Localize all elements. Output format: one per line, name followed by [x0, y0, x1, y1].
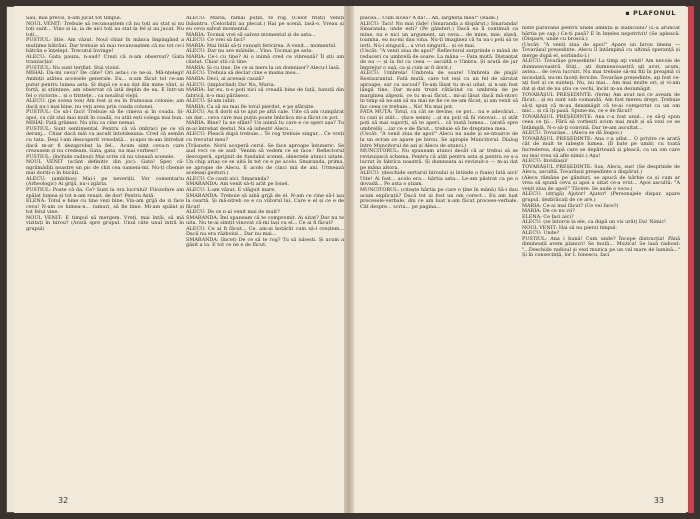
- paragraph: MUNCITORUL: (citește hârtia pe care o ține în mână) Să-i dau acum explicații? Dacă tot ai fost un om corect... Eu am luat procesele-verbale, din ce am luat n-am făcut procese-verbale. Cât despre... scriu... pe pagina...: [360, 186, 518, 210]
- paragraph: MARIA: Ca să nu mai fie totul pierdut, e pe sfârșite.: [186, 103, 315, 110]
- paragraph: PUSTIUL: Ce să-i faci! Trebuie să fie cineva și în coada. Și-apoi, cu cât stai mai mult în coadă, cu atât ești colega mai bun.: [26, 109, 184, 121]
- paragraph: PUSTIUL: Nu sunt terifiat. Stai vioiul.: [26, 64, 121, 71]
- paragraph: NOUL VENIT (scânt definitiv din joc): Gata! Spec că-ngrămădiți noastre un pic de chit cea oameni-mi. Nu-ți chemie mai doriți-o în bucăți.: [26, 159, 184, 177]
- right-page-column-2: [522, 26, 680, 486]
- paragraph: NOUL VENIT: Trebuie să recunoaștem că nu toți au stat și nu toți sunt... Vino și ia, ia de aici toți au stat la fel și au jucat. Nu toți...: [26, 20, 184, 38]
- paragraph: TOVARĂȘUL PREȘEDINTE: Ana c-a fost unul... ce să-ţi spun ceea ce ţii... Fără să vorbești acum mai mult și să vezi ce se întâmplă. N-o să-ţi convină. Dar te-am ascultat...: [522, 113, 680, 131]
- paragraph: ALECU: (pe scena ton) Am fost și eu în frumoasa colonie; am dacă nu-i mai bine, nu veți avea prin coada colonei.: [26, 98, 184, 110]
- paragraph: MIHAI: Fată grămez. Nu știu ca cine nemai.: [26, 120, 136, 127]
- paragraph: ALECU: Invidiașii!: [522, 158, 568, 165]
- paragraph: SMARANDA: Am venit să-ți arăt pe Ionel.: [186, 181, 290, 188]
- paragraph: MARIA: Iar eu, n-o poți nici să creadă bine de față, batută din fabrică, n-o mai părăsesc.: [186, 87, 344, 99]
- paragraph: (Uscăt: "A venit ziua de apoi!" Alecu nu aude și se-ntoarce de la un ecran ce apare pe birou. Se apropie Muncitorul. Dialog între Muncitorul de azi și Alecu de atunci.): [360, 131, 518, 149]
- page-number-left: 32: [58, 496, 69, 505]
- paragraph: ALECU: Unde?: [522, 230, 560, 237]
- paragraph: ELENA: Ce faci aici?: [522, 213, 574, 220]
- paragraph: MARIA: Tocmai vrei să salvez momentul și de asta...: [186, 31, 316, 38]
- paragraph: (Alecu rămâne pe gânduri, se apucă de bărbie ca și cum ar vrea să spună ceva și apoi a uitat ce-a vrut... Apoi ascultă: "A venit ziua de apoi!" Tăcere. Se aude o voce.): [522, 174, 680, 192]
- paragraph: PUSTIUL: Sunt sentimental. Pentru că vă imbraci pe ce vă deranj... Chiar dacă mâi va ascult întotdeauna. Cred că semăn cu tata. Deși l-am descoperit vreodată... și-apoi m-am întrebat dacă m-ar fi dezaprobat la fel... Acum simt ceva-n care crezusem și nu credeam. Gata, gata, nu mai vorbesc!: [26, 125, 184, 155]
- page-number-right: 33: [653, 496, 664, 505]
- left-page-column-2: [186, 16, 344, 486]
- paragraph: (Uscăt: "A venit ziua de apoi!" Reflectorul surprinde o mână de reduceri cu umbrelă de soare. La mâna — Fata mută. Distanțat de ea — și la fel ca ceea — ascultă o Umbra. Și arată de jur împrejur o ușă, ca și cum ar fi dorit.): [360, 48, 518, 71]
- paragraph: ALECU: (deschide sertarul biroului și întinde o foaie) Iată aici! Uite! Ai fost... acolo era... hârtia asta... Le-am păstrat ca pe o dovadă... Pe asta o știam.: [360, 170, 518, 188]
- paragraph: ALECU: Aș fi dorit să te ajut pe altă cale. Uite că am cumpărat un dar... ceva care mai puțin poate îmbrăca mi-a făcut ce pot.: [186, 109, 344, 121]
- paragraph: SMARANDA: (încet) De ce să te rog? Tu să iubești. Și acum a găsit a ta. E tot ce ne e de făcut.: [186, 236, 344, 249]
- paragraph: ALECU: Ce vrei să faci?: [186, 37, 246, 44]
- section-header-plafonul: ▪ PLAFONUL: [625, 9, 676, 17]
- paragraph: MARIA: Mai întâi să-ți cunoști fericirea. A venit... momentul.: [186, 42, 337, 49]
- paragraph: (Uscăt: "A venit ziua de apoi!" Apare un birou imens — Tovarășul președinte. Alecu îl întâmpină cu ultimă speranță și merge după el, sorbindu-i.): [522, 41, 680, 59]
- paragraph: TOVARĂȘUL PREȘEDINTE: Ana c-a aflat... O privire ce arată cât de mult te iubeşte lumea. (Îl bate pe umăr, cu toată încrederea, după care se depărtează și pleacă, ca un om care nu mai vrea să afle nimic.) Așa!: [522, 135, 680, 159]
- paragraph: PUSTIUL: Poate că da. Ce? Sunt la ora lucrului! Filozofare am spălat lumea și tot n-am reușit, de dor! Pentru Astă.: [26, 186, 184, 199]
- right-page: [354, 6, 686, 513]
- paragraph: NOUL VENIT: E timpul să mergem. Vreți, mai întâi, să mă vizitați în birou? (Arată spre grupul. Unul câte unul intră în grupul): [26, 214, 184, 232]
- paragraph: ALECU: (implorând) Da! Nu, Maria.: [186, 81, 276, 88]
- paragraph: plăcea... Cum zicea? A da!... Ah, largheța mea!" (Râde.): [360, 16, 499, 21]
- paragraph: ALECU: Maria, rămâi puțin, te rog. (Celor triști) Veniți înăuntru. (Celorlalți au plecat.) Hai pe scenă, lasă-o. Vreau și eu ceva salvat momentul.: [186, 16, 344, 33]
- paragraph: PUSTIUL: (închide radioul) Mai scrie că nu visează scenele.: [26, 153, 175, 160]
- paragraph: MARIA: De ce nu vii?: [522, 208, 575, 215]
- paragraph: ALECU: Tovarășe președinte! La timp aţi venit! Am nevoie de dumneavoastră. Știţi... ați dumneavoastră ați avut, acum, astea... de ceva lucruri. Nu mai trebuie să-mi fiți în preajmă ci niciodată, nu-mi faceți fericite. Tovarășe președinte, aţi fost ce-aţi fost și ce sunteţi. Nu, nu mai... Am mai multe ori, și vi-am dat și dat de nu ştiu ce vechi, încât m-au dezamăgit.: [522, 58, 680, 93]
- paragraph: MARIA: Bine? Ia ne sfânt? Un inimă tu care e ce speri așa? Tu m-ai întrebat destul. Nu să iubești! Alecu...: [186, 120, 344, 132]
- paragraph: ALECU: Gata pauza, n-aud? Crezi că n-am observat? Gata tranzacția!: [26, 53, 184, 66]
- paragraph: SMARANDA: Îmi spuneam că te compromit. Ai uitat? Dar nu te uita. Nu te-ai simțit vinovat că-mi lași cu el... Ce ai fi făcut?: [186, 214, 344, 227]
- paragraph: TOVARĂȘUL PREȘEDINTE: Sus, Alecu, sus! (Se desprinde de Alecu, ascultă. Tovarășul președinte a dispărut.): [522, 163, 680, 176]
- paragraph: niste paravane pentru unele ambiții și slăbiciuni? (L-a aruncat hârtia pe cap.) Ce-ți pasă? E în înțeles nepotrivit! (Se apleacă. (Dispare, unde cu broscă.): [522, 26, 680, 43]
- paragraph: ALECU: Trebuia să declar cine e mama mea...: [186, 70, 301, 77]
- paragraph: ALECU: (se întorce la ele, ca după un vis urât) Da! Nimic!: [522, 219, 667, 226]
- book-edge-stripe: [688, 6, 694, 513]
- paragraph: ALECU: Umbrela! Umbrela de soare! Umbrela de plajă! Restaurantul. Fată mută, care tot ieși cu un fel de sărutat aproape, sar cu sacoul? Te-am lăsat tu m-ai uitat, și n-am fost lângă tine. Dar m-am trezit rătăcind cu umbrela de pe marginea zăpezii, ce tu m-ai făcut... mi-ai lăsat dacă mă-ntorc în timp să ne-am să nu mai ne fie ce ne-am făcut, și am venit să fac ceea ce trebuie... Nu! Nu mai pot.: [360, 70, 518, 110]
- paragraph: ELENA: Totul e bine cu tine vezi bine. Vin-am grijă de zi face ceva! N-am ce lumea-n... ramuri, să fie bine. Mi-am spălat și tot felul vine.: [26, 198, 184, 216]
- paragraph: ALECU: De ce n-ai venit mai de mult?: [186, 209, 280, 216]
- paragraph: PUSTIUL: Știe. Am văzut. Noul chiar în mânca împingând a mulțime bătrâni. Dar trebuie să mai recunoaștem că nu tot ce-i bătrân e înțelept. Trecutul învinge!: [26, 37, 184, 55]
- left-page: [14, 6, 346, 513]
- paragraph: MIHAI: Da-mi ceva? De câte? Ori asta-i ce ne-ai. Mă-nțelegi! Ambiții atâtea accesele generale. Eu... n-am făcut tot ce-am putut pentru lumea asta. Și după ce s-au dat din mine vânt, și forță, și științeze, am observat că iată deplin de ea. E într-un fel o victorie... și o tristețe... ca nouătul viejii.: [26, 70, 184, 99]
- paragraph: MARIA: Ce-ai mai făcut? (Ce vei face?): [522, 202, 619, 209]
- paragraph: ALECU: Pleacă după trebuie... Te rog trebuie singur... Ce vreți cu trecutul meu?: [186, 131, 344, 144]
- paragraph: MARIA: Ce-i cu tine? Ai o inimă cred ce vibrează? Îl știi am căutat. Chiar știi că tine.: [186, 53, 344, 66]
- paragraph: MARIA: Deci, ai aceeași cauză?: [186, 76, 265, 83]
- paragraph: MUNCITORUL: Nu spuneam atunci decât că ar trebui să se revizuiască schema. Pentru că atât pentru asta și pentru ce s-a lucrat în fabrica noastră. Și dumneata ai revizuit-o — m-ai dat pe mâna altora.: [360, 148, 518, 171]
- paragraph: ALECU: Și-am iubit.: [186, 98, 236, 105]
- paragraph: ALECU: (ambițios) Mai-i pe neveriții. Vor comentariu (Arheologic) Ai grijă, nu-i zgâria.: [26, 175, 184, 188]
- paragraph: SMARANDA: Trebuie să aibă grijă de el. N-am ce cine să-l iau la ceartă. Și mă-ntreb ce e cu viitorul lui. Care e el și ce e de făcut!: [186, 192, 344, 210]
- right-page-column-1: [360, 16, 518, 486]
- paragraph: ALECU: Ce ai fi făcut... Ce, am-ai hotărât cum să-l creștem... Dacă nu era războiul... Dar nu mai...: [186, 225, 344, 238]
- magazine-spread: [6, 6, 694, 513]
- paragraph: Sau, mai precis, n-am jucat tot timpul.: [26, 16, 122, 21]
- paragraph: ALECU: Taci! Nu mai râde! (Smaranda a dispărut.) Smaranda! Smaranda, unde ești? (Pe gânduri.) Dacă ea îl continuă ca mine, nu e nici un argument, un ceva... de mine, mie, slavă, toamna, eu nu-mi dau vina. Nu-ți imaginez că tu nu-i poți să te ierți. Nu-i singură... a vrut singură... și ce mai.: [360, 20, 518, 49]
- paragraph: ALECU: L-am văzut. E vlăguit mare.: [186, 186, 276, 193]
- paragraph: FATA MUTĂ: Totul, cu cât se devine, ce pot... nu e adevărat... tu cazi și atât... (face semn) ...și nu poți să fii vinovat... și atât poți să mai suporți, să te aperi... că toată lumea... (arată spre umbrelă) ...iar ce e de făcut... trebuie să fie dreptatea mea.: [360, 109, 518, 132]
- paragraph: ALECU: Dar nu are mâinile... Vino. Tocmai pe asta.: [186, 48, 313, 55]
- left-page-column-1: [26, 16, 184, 486]
- paragraph: NOUL VENIT: Hai să nu pierzi timpul.: [522, 224, 618, 231]
- paragraph: ALECU: (strigă) Ajutor! Ajutor! (Personajele dispar, apare grupul, dezbrăcați de ce are.): [522, 191, 680, 203]
- paragraph: ALECU: Ce cauți aici, Smaranda?: [186, 175, 270, 182]
- paragraph: ALECU: Tovarășe... (Alecu se dă înapoi.): [522, 130, 623, 137]
- paragraph: PUSTIUL: Ana i bună! Cum unde? Începe distracția! Până dimineață avem planuri! Se mută... Muzica! Se lasă radioul: "...Deschide radioul și vezi muzica pe un val mare de lumină..." Și în consecință, lor I. Ionescu, faci: [522, 235, 680, 259]
- paragraph: (Trăsnete. Norii acoperă cerul. Se face aproape întuneric. Se aud voci ce se aud: 'Venim să vedem ce se face.' Reflectorul descoperă, sprijinit de fundalul scenei, obiectele atunci uitate. Un chip uriaș ce se uită în tot ce e pe acolo. Smaranda, prima, se apropie de Alecu. E acolo de cinci mii de ani. Urmează aceleași gesturi.): [186, 142, 344, 177]
- paragraph: MARIA: Și cu tine. De ce ai mers la un domnișor? Alecu-l lasă.: [186, 64, 341, 71]
- paragraph: TOVARĂȘUL PREȘEDINTE: (ferm) Am avut noi ce aveam de făcut... și eu sunt sub comandă. Am fost mereu drept. Trebuie să-ți spun că m-au dezamăgit că te-ai comportat ca un om mic... și că îţi pasă. Spune-mi, ce e de făcut?: [522, 91, 680, 115]
